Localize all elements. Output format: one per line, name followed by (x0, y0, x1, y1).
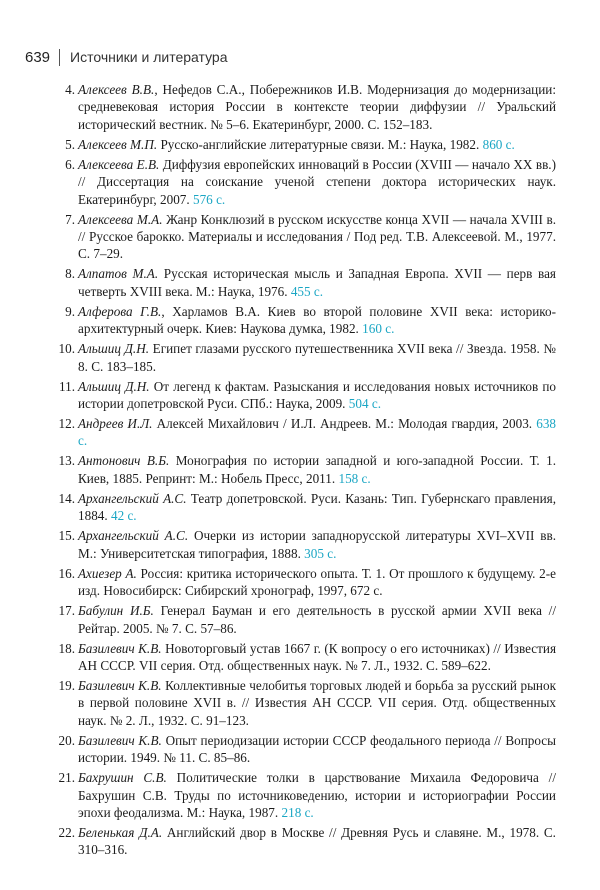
entry-number: 18. (58, 640, 75, 656)
entry-number: 10. (58, 341, 75, 357)
page-header (25, 47, 228, 67)
entry-author: Алексеев М.П. (78, 136, 158, 152)
entry-author: Бабулин И.Б. (78, 603, 154, 619)
entry-text: Театр допетровской. Руси. Казань: Тип. Губернскаго правления, 1884. (78, 490, 557, 524)
bibliography-entry (50, 824, 556, 859)
entry-author: Альшиц Д.Н. (78, 378, 150, 394)
entry-text: Новоторговый устав 1667 г. (К вопросу о его источниках) // Известия АН СССР. VII серия. Отд. общественных наук. № 7. Л., 1932. С. 589–622. (78, 640, 557, 673)
entry-author: Беленькая Д.А. (78, 824, 163, 840)
entry-text: Политические толки в царствование Михаила Федоровича // Бахрушин С.В. Труды по источниковедению, истории и историографии России эпохи феодализма. М.: Наука, 1987. (78, 770, 556, 820)
entry-text: Русско-английские литературные связи. М.: Наука, 1982. (157, 136, 483, 152)
entry-text: Жанр Конклюзий в русском искусстве конца XVII — начала XVIII в. // Русское барокко. Материалы и исследования / Под ред. Т.В. Алексеевой. М., 1977. С. 7–29. (78, 211, 556, 262)
bibliography-entry (50, 378, 556, 413)
bibliography-entry (50, 303, 556, 338)
entry-author: Антонович В.Б. (78, 453, 170, 469)
bibliography-entry (50, 340, 556, 375)
entry-author: Алпатов М.А. (78, 266, 159, 282)
entry-author: Алферова Г.В. (78, 303, 162, 319)
bibliography-entry (50, 565, 556, 600)
entry-author: Бахрушин С.В. (78, 770, 167, 786)
entry-page-count: 504 с. (348, 396, 381, 412)
entry-page-count: 638 с. (78, 416, 557, 449)
entry-text: Египет глазами русского путешественника XVII века // Звезда. 1958. № 8. С. 183–185. (78, 341, 556, 374)
entry-text: Коллективные челобитья торговых людей и борьба за русский рынок в первой половине XVII в. // Известия АН СССР. VII серия. Отд. общественных наук. № 2. Л., 1932. С. 91–123. (78, 677, 556, 728)
entry-number: 7. (65, 211, 75, 227)
entry-author: Архангельский А.С. (78, 490, 187, 506)
entry-number: 21. (58, 770, 75, 786)
entry-text: Алексей Михайлович / И.Л. Андреев. М.: Молодая гвардия, 2003. (152, 416, 537, 432)
entry-author: Базилевич К.В. (78, 677, 162, 693)
header-divider (59, 49, 60, 66)
entry-number: 12. (58, 416, 75, 432)
bibliography-entry (50, 602, 556, 637)
entry-number: 19. (58, 677, 75, 693)
bibliography-entry (50, 136, 556, 153)
bibliography-entry (50, 490, 556, 525)
entry-number: 15. (58, 528, 75, 544)
entry-text: , Нефедов С.А., Побережников И.В. Модернизация до модернизации: средневековая история России в контексте теории диффузии // Уральский исторический вестник. № 5–6. Екатеринбург, 2000. С. 152–183. (78, 82, 557, 132)
entry-author: Андреев И.Л. (78, 416, 153, 432)
entry-text: Диффузия европейских инноваций в России (XVIII — начало XX вв.) // Диссертация на соискание ученой степени доктора исторических наук. Екатеринбург, 2007. (78, 156, 556, 207)
entry-page-count: 860 с. (482, 136, 515, 152)
entry-page-count: 455 с. (290, 283, 324, 299)
entry-author: Альшиц Д.Н. (78, 341, 150, 357)
section-title: Источники и литература (70, 49, 228, 65)
entry-number: 11. (59, 378, 75, 394)
entry-text: Очерки из истории западнорусской литературы XVI–XVII вв. М.: Университетская типография, 1888. (78, 528, 557, 561)
entry-number: 4. (65, 82, 75, 97)
entry-author: Базилевич К.В. (78, 732, 162, 748)
entry-text: , Харламов В.А. Киев во второй половине XVII века: историко-архитектурный очерк. Киев: Наукова думка, 1982. (78, 303, 556, 337)
bibliography-entry (50, 265, 556, 300)
entry-number: 13. (58, 453, 75, 469)
entry-number: 20. (58, 732, 75, 748)
entry-number: 14. (58, 490, 75, 506)
bibliography-list (50, 81, 556, 861)
entry-page-count: 576 с. (192, 191, 226, 207)
bibliography-entry (50, 769, 556, 821)
entry-page-count: 42 с. (110, 508, 137, 524)
entry-text: Генерал Бауман и его деятельность в русской армии XVII века // Рейтар. 2005. № 7. С. 57–86. (78, 603, 556, 636)
entry-text: Опыт периодизации истории СССР феодального периода // Вопросы истории. 1949. № 11. С. 85–86. (78, 732, 556, 766)
entry-number: 22. (58, 824, 75, 840)
entry-number: 9. (65, 303, 75, 319)
entry-page-count: 305 с. (304, 545, 337, 561)
entry-text: Россия: критика исторического опыта. Т. 1. От прошлого к будущему. 2-е изд. Новосибирск: Сибирский хронограф, 1997, 672 с. (78, 565, 556, 599)
bibliography-entry (50, 211, 556, 263)
entry-page-count: 158 с. (338, 470, 371, 486)
entry-text: Английский двор в Москве // Древняя Русь и славяне. М., 1978. С. 310–316. (78, 824, 556, 858)
entry-page-count: 218 с. (281, 804, 314, 820)
entry-number: 17. (58, 603, 75, 619)
entry-author: Алексеева Е.В. (78, 156, 160, 172)
entry-page-count: 160 с. (362, 321, 395, 337)
entry-text: От легенд к фактам. Разыскания и исследования новых источников по истории допетровской Руси. СПб.: Наука, 2009. (78, 378, 556, 412)
bibliography-entry (50, 156, 556, 208)
entry-author: Алексеева М.А. (78, 211, 163, 227)
entry-text: Монография по истории западной и юго-западной России. Т. 1. Киев, 1885. Репринт: М.: Нобель Пресс, 2011. (78, 453, 557, 486)
entry-number: 16. (58, 565, 75, 581)
entry-author: Базилевич К.В. (78, 640, 162, 656)
bibliography-entry (50, 527, 556, 562)
entry-author: Ахиезер А. (78, 565, 137, 581)
bibliography-entry (50, 452, 556, 487)
bibliography-entry (50, 640, 556, 675)
page-number: 639 (25, 48, 51, 66)
entry-author: Алексеев В.В. (78, 82, 155, 97)
entry-text: Русская историческая мысль и Западная Европа. XVII — перв вая четверть XVIII века. М.: Наука, 1976. (78, 266, 556, 299)
entry-number: 5. (65, 136, 75, 152)
entry-number: 6. (65, 156, 75, 172)
bibliography-entry (50, 415, 556, 450)
entry-number: 8. (65, 266, 75, 282)
bibliography-entry (50, 677, 556, 729)
bibliography-entry (50, 81, 556, 133)
bibliography-entry (50, 732, 556, 767)
entry-author: Архангельский А.С. (78, 528, 189, 544)
